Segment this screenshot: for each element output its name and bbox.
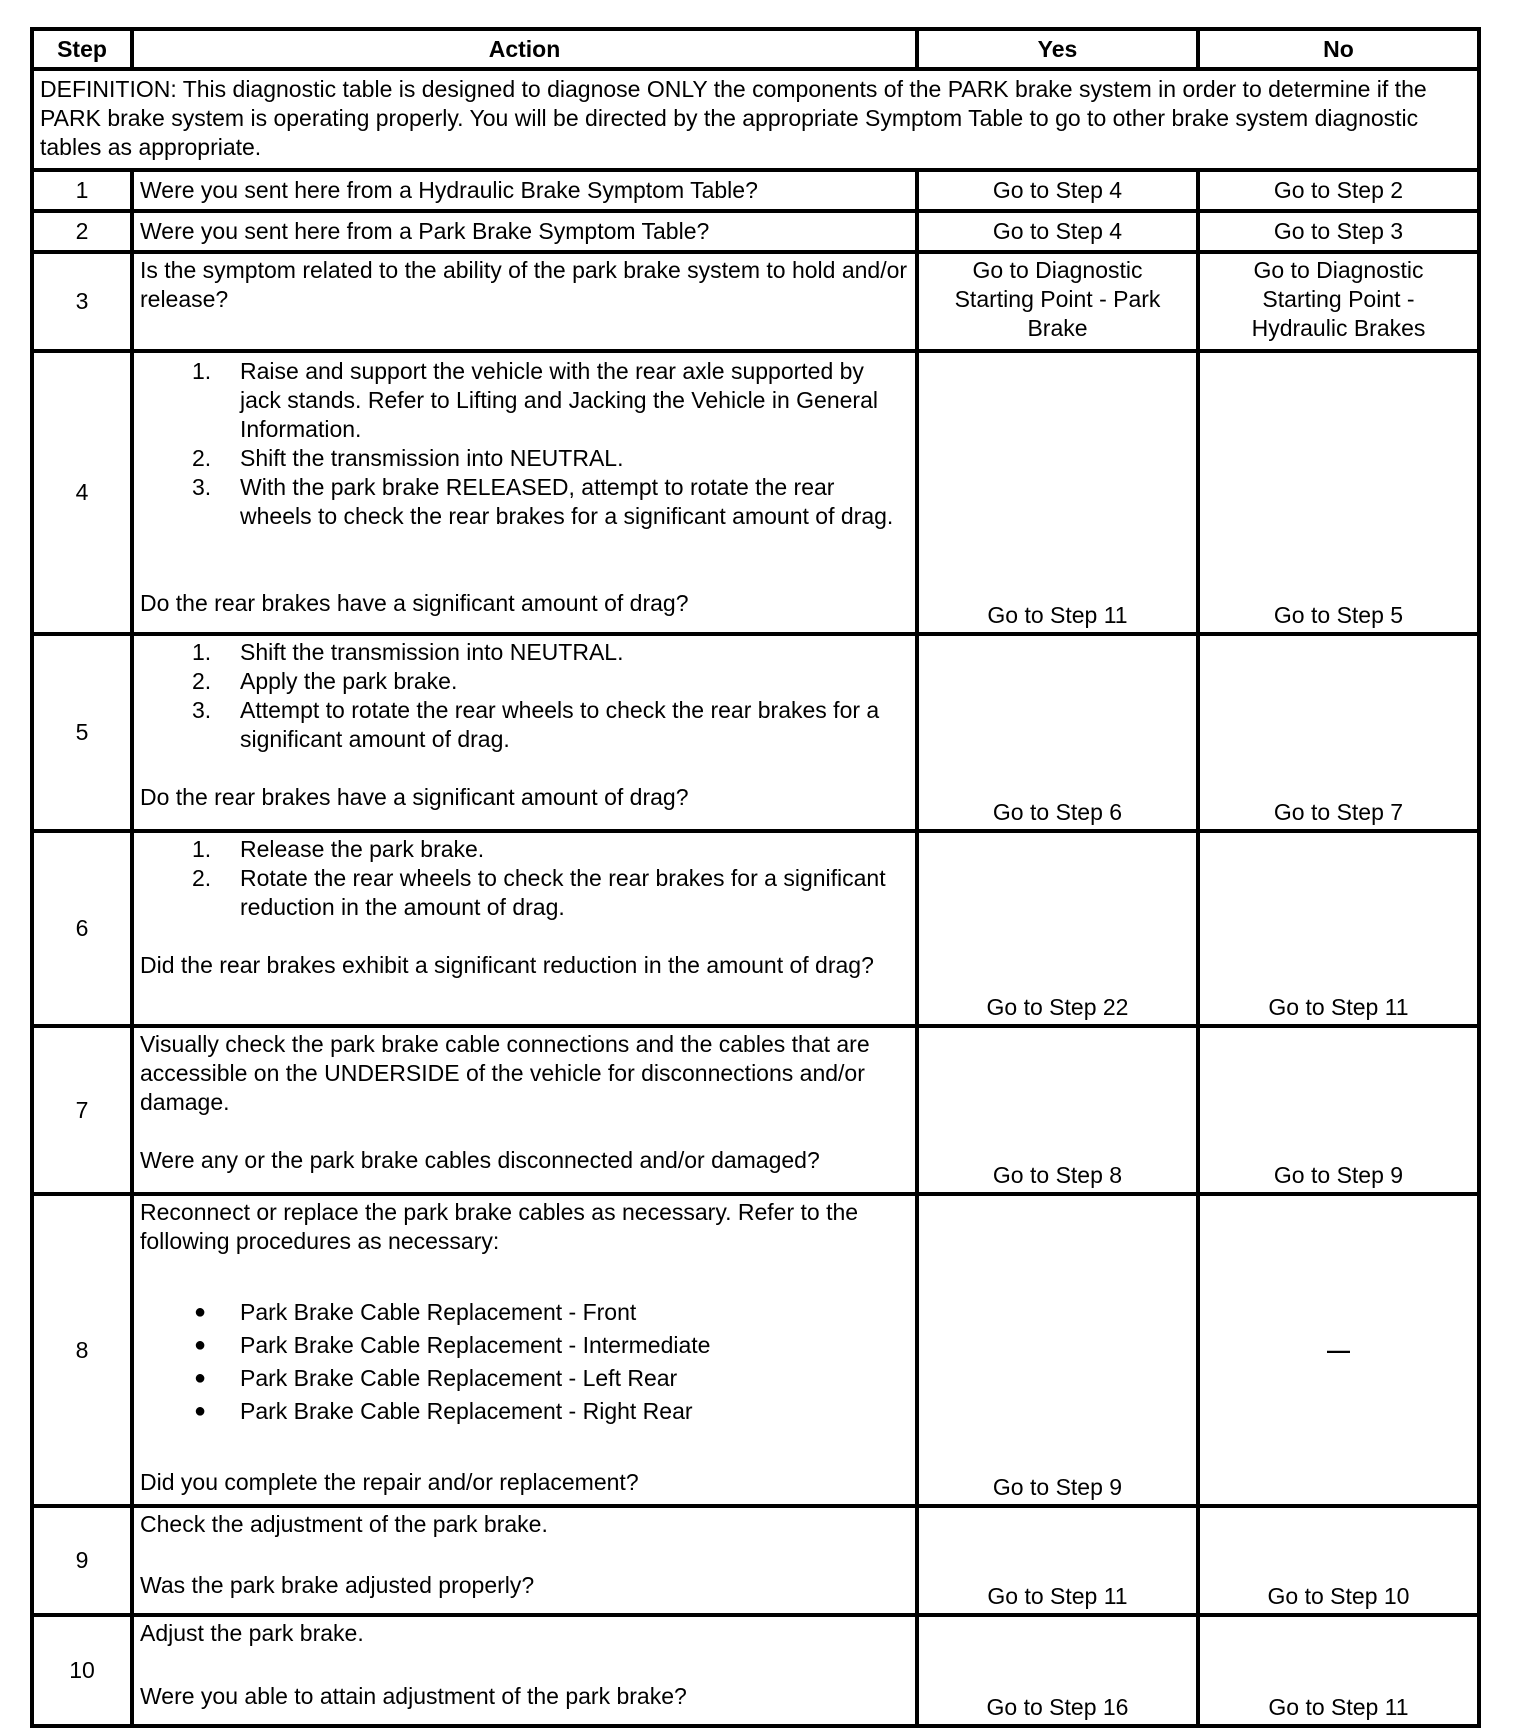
action-question: Were you able to attain adjustment of the park brake?	[140, 1683, 687, 1709]
yes-result: Go to Step 11	[917, 1506, 1198, 1615]
definition-text: DEFINITION: This diagnostic table is designed to diagnose ONLY the components of the PARK brake system in order to determine if the PARK brake system is operating properly. You will be directed by the appropriate Symptom Table to go to other brake system diagnostic tables as appropriate.	[32, 69, 1479, 170]
action-step: 3. Attempt to rotate the rear wheels to check the rear brakes for a significant amount of drag.	[192, 697, 880, 752]
step-number: 6	[32, 831, 132, 1026]
procedure-link[interactable]: ● Park Brake Cable Replacement - Left Rear	[140, 1362, 909, 1395]
table-row-step-9	[32, 1506, 1479, 1615]
step-number: 9	[32, 1506, 132, 1615]
action-question: Do the rear brakes have a significant amount of drag?	[140, 784, 689, 810]
table-row-step-2	[32, 211, 1479, 252]
header-yes: Yes	[917, 29, 1198, 69]
action-instruction: Check the adjustment of the park brake.	[140, 1511, 548, 1537]
yes-result: Go to Step 6	[917, 634, 1198, 831]
diagnostic-table	[30, 27, 1481, 1728]
no-result: Go to Step 10	[1198, 1506, 1479, 1615]
procedure-link[interactable]: ● Park Brake Cable Replacement - Right Rear	[140, 1395, 909, 1428]
table-row-step-5	[32, 634, 1479, 831]
action-question: Did you complete the repair and/or replacement?	[140, 1469, 639, 1495]
procedure-link[interactable]: ● Park Brake Cable Replacement - Front	[140, 1296, 909, 1329]
step-number: 10	[32, 1615, 132, 1726]
no-result: Go to Step 7	[1198, 634, 1479, 831]
yes-result: Go to Step 4	[917, 211, 1198, 252]
action-step: 1. Raise and support the vehicle with the rear axle supported by jack stands. Refer to Lifting and Jacking the Vehicle in General Information.	[192, 358, 878, 442]
yes-result: Go to Step 8	[917, 1026, 1198, 1194]
definition-row	[32, 69, 1479, 170]
table-row-step-7	[32, 1026, 1479, 1194]
header-step: Step	[32, 29, 132, 69]
table-row-step-3	[32, 252, 1479, 351]
no-result: Go to Step 3	[1198, 211, 1479, 252]
no-result: Go to Step 11	[1198, 831, 1479, 1026]
step-number: 8	[32, 1194, 132, 1506]
action-question: Is the symptom related to the ability of the park brake system to hold and/or release?	[132, 252, 917, 351]
yes-result: Go to Diagnostic Starting Point - Park Brake	[917, 252, 1198, 351]
action-cell	[132, 1506, 917, 1615]
action-cell	[132, 1026, 917, 1194]
action-step: 1. Shift the transmission into NEUTRAL.	[192, 639, 624, 665]
yes-result: Go to Step 22	[917, 831, 1198, 1026]
no-result: Go to Step 11	[1198, 1615, 1479, 1726]
action-cell	[132, 1194, 917, 1506]
no-result: Go to Step 2	[1198, 170, 1479, 211]
action-instruction: Adjust the park brake.	[140, 1620, 364, 1646]
bullet-icon: ●	[194, 1334, 207, 1356]
step-number: 3	[32, 252, 132, 351]
table-row-step-6	[32, 831, 1479, 1026]
step-number: 1	[32, 170, 132, 211]
bullet-icon: ●	[194, 1301, 207, 1323]
procedure-list	[140, 1296, 909, 1428]
action-step: 2. Rotate the rear wheels to check the rear brakes for a significant reduction in the amount of drag.	[192, 865, 886, 920]
action-step: 3. With the park brake RELEASED, attempt to rotate the rear wheels to check the rear brakes for a significant amount of drag.	[192, 474, 894, 529]
action-instruction: Visually check the park brake cable connections and the cables that are accessible on the UNDERSIDE of the vehicle for disconnections and/or damage.	[140, 1031, 870, 1115]
header-no: No	[1198, 29, 1479, 69]
table-row-step-1	[32, 170, 1479, 211]
action-step: 2. Shift the transmission into NEUTRAL.	[192, 445, 624, 471]
step-number: 4	[32, 351, 132, 634]
yes-result: Go to Step 4	[917, 170, 1198, 211]
header-row	[32, 29, 1479, 69]
bullet-icon: ●	[194, 1400, 207, 1422]
action-steps-list	[140, 638, 909, 754]
bullet-icon: ●	[194, 1367, 207, 1389]
action-steps-list	[140, 835, 909, 922]
action-question: Do the rear brakes have a significant amount of drag?	[140, 590, 689, 616]
action-question: Did the rear brakes exhibit a significant reduction in the amount of drag?	[140, 952, 874, 978]
table-row-step-10	[32, 1615, 1479, 1726]
action-cell	[132, 634, 917, 831]
action-question: Were any or the park brake cables disconnected and/or damaged?	[140, 1147, 820, 1173]
no-result: Go to Step 9	[1198, 1026, 1479, 1194]
step-number: 5	[32, 634, 132, 831]
table-row-step-4	[32, 351, 1479, 634]
action-question: Were you sent here from a Hydraulic Brake Symptom Table?	[132, 170, 917, 211]
no-result: —	[1198, 1194, 1479, 1506]
step-number: 2	[32, 211, 132, 252]
no-result: Go to Step 5	[1198, 351, 1479, 634]
procedure-link[interactable]: ● Park Brake Cable Replacement - Intermediate	[140, 1329, 909, 1362]
action-cell	[132, 351, 917, 634]
action-steps-list	[140, 357, 909, 531]
action-cell	[132, 1615, 917, 1726]
action-step: 1. Release the park brake.	[192, 836, 485, 862]
table-row-step-8	[32, 1194, 1479, 1506]
yes-result: Go to Step 9	[917, 1194, 1198, 1506]
action-cell	[132, 831, 917, 1026]
no-result: Go to Diagnostic Starting Point - Hydraulic Brakes	[1198, 252, 1479, 351]
yes-result: Go to Step 11	[917, 351, 1198, 634]
yes-result: Go to Step 16	[917, 1615, 1198, 1726]
step-number: 7	[32, 1026, 132, 1194]
action-step: 2. Apply the park brake.	[192, 668, 458, 694]
action-instruction: Reconnect or replace the park brake cables as necessary. Refer to the following procedures as necessary:	[140, 1199, 859, 1254]
action-question: Were you sent here from a Park Brake Symptom Table?	[132, 211, 917, 252]
action-question: Was the park brake adjusted properly?	[140, 1572, 535, 1598]
header-action: Action	[132, 29, 917, 69]
